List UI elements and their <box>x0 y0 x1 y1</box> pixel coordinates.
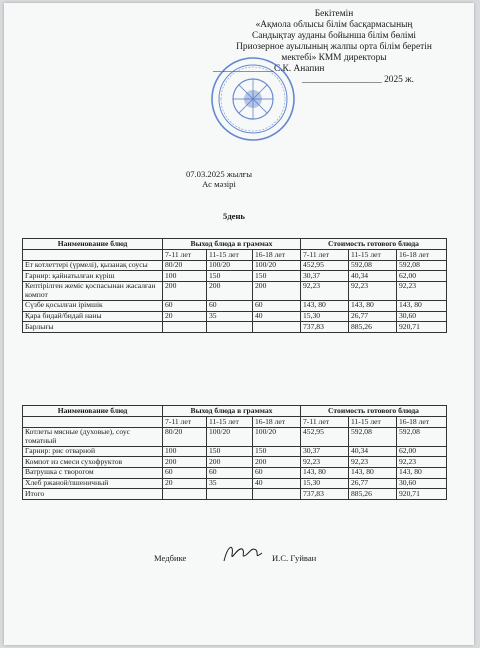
yield-cell: 60 <box>253 467 301 478</box>
yield-cell: 100/20 <box>207 427 253 446</box>
day-label: 5день <box>223 211 245 221</box>
cost-cell: 92,23 <box>349 457 397 468</box>
approval-title: Бекітемін <box>314 9 354 19</box>
yield-cell <box>163 489 207 500</box>
yield-cell: 100/20 <box>253 260 301 271</box>
yield-cell: 150 <box>253 446 301 457</box>
yield-cell: 100/20 <box>253 427 301 446</box>
yield-cell: 150 <box>207 271 253 282</box>
cost-cell: 592,08 <box>349 427 397 446</box>
age-header: 7-11 лет <box>301 417 349 428</box>
cost-cell: 452,95 <box>301 260 349 271</box>
dish-name-cell: Итого <box>23 489 163 500</box>
yield-cell <box>253 489 301 500</box>
cost-cell: 143, 80 <box>349 467 397 478</box>
cost-cell: 15,30 <box>301 478 349 489</box>
cost-cell: 30,60 <box>397 478 447 489</box>
dish-name-cell: Гарнир: рис отварной <box>23 446 163 457</box>
cost-cell: 30,37 <box>301 446 349 457</box>
cost-cell: 30,60 <box>397 311 447 322</box>
dish-name-cell: Сүзбе қосылған ірімшік <box>23 300 163 311</box>
menu-table-body <box>23 427 447 499</box>
yield-cell: 35 <box>207 311 253 322</box>
yield-cell: 60 <box>207 467 253 478</box>
dish-name-header: Наименование блюд <box>23 406 163 417</box>
yield-cell: 200 <box>207 457 253 468</box>
table-row <box>23 322 447 333</box>
table-row <box>23 446 447 457</box>
yield-cell: 200 <box>207 281 253 300</box>
cost-cell: 62,00 <box>397 271 447 282</box>
yield-cell: 200 <box>163 457 207 468</box>
cost-cell: 143, 80 <box>301 467 349 478</box>
table-row <box>23 467 447 478</box>
yield-header: Выход блюда в граммах <box>163 406 301 417</box>
empty-header-cell <box>23 417 163 428</box>
approval-date-line: _________________ 2025 ж. <box>302 75 414 85</box>
age-header: 7-11 лет <box>163 250 207 261</box>
yield-cell: 60 <box>163 467 207 478</box>
approval-org-line: Приозерное ауылының жалпы орта білім беретін <box>236 42 432 52</box>
yield-cell: 200 <box>253 457 301 468</box>
yield-cell: 40 <box>253 311 301 322</box>
cost-cell: 737,83 <box>301 322 349 333</box>
yield-cell: 100 <box>163 446 207 457</box>
cost-cell: 143, 80 <box>397 467 447 478</box>
table-row <box>23 489 447 500</box>
age-header: 11-15 лет <box>349 250 397 261</box>
age-header: 11-15 лет <box>349 417 397 428</box>
yield-cell <box>207 322 253 333</box>
nurse-signature <box>218 541 266 565</box>
cost-cell: 40,34 <box>349 271 397 282</box>
yield-cell <box>253 322 301 333</box>
approval-org-line: Сандықтау ауданы бойынша білім бөлімі <box>251 31 417 41</box>
director-signature-line: _____________С.К. Анапин <box>213 64 325 74</box>
menu-table-russian <box>22 405 447 500</box>
yield-cell: 35 <box>207 478 253 489</box>
age-header: 16-18 лет <box>253 417 301 428</box>
table-row <box>23 260 447 271</box>
table-row <box>23 311 447 322</box>
age-header: 11-15 лет <box>207 250 253 261</box>
yield-cell: 20 <box>163 478 207 489</box>
age-header: 16-18 лет <box>397 250 447 261</box>
table-row <box>23 457 447 468</box>
dish-name-cell: Котлеты мясные (духовые), соус томатный <box>23 427 163 446</box>
cost-cell: 143, 80 <box>301 300 349 311</box>
yield-cell: 100 <box>163 271 207 282</box>
age-header: 16-18 лет <box>397 417 447 428</box>
cost-cell: 40,34 <box>349 446 397 457</box>
age-header: 16-18 лет <box>253 250 301 261</box>
age-header: 7-11 лет <box>163 417 207 428</box>
table-row <box>23 427 447 446</box>
cost-cell: 737,83 <box>301 489 349 500</box>
menu-table-kazakh <box>22 238 447 333</box>
dish-name-cell: Гарнир: қайнатылған күріш <box>23 271 163 282</box>
nurse-name: И.С. Гуйван <box>272 553 317 563</box>
age-header: 11-15 лет <box>207 417 253 428</box>
cost-cell: 885,26 <box>349 489 397 500</box>
empty-header-cell <box>23 250 163 261</box>
yield-cell: 80/20 <box>163 260 207 271</box>
approval-position: мектебі» КММ директоры <box>281 53 387 63</box>
dish-name-cell: Барлығы <box>23 322 163 333</box>
yield-cell: 150 <box>253 271 301 282</box>
cost-cell: 26,77 <box>349 478 397 489</box>
cost-cell: 26,77 <box>349 311 397 322</box>
dish-name-cell: Хлеб ржаной/пшеничный <box>23 478 163 489</box>
yield-cell: 60 <box>253 300 301 311</box>
cost-cell: 92,23 <box>301 281 349 300</box>
yield-cell: 200 <box>163 281 207 300</box>
dish-name-cell: Компот из смеси сухофруктов <box>23 457 163 468</box>
cost-cell: 885,26 <box>349 322 397 333</box>
cost-header: Стоимость готового блюда <box>301 406 447 417</box>
cost-cell: 143, 80 <box>397 300 447 311</box>
yield-cell: 100/20 <box>207 260 253 271</box>
dish-name-header: Наименование блюд <box>23 239 163 250</box>
yield-cell: 40 <box>253 478 301 489</box>
yield-cell: 150 <box>207 446 253 457</box>
dish-name-cell: Қара бидай/бидай наны <box>23 311 163 322</box>
dish-name-cell: Ватрушка с творогом <box>23 467 163 478</box>
yield-cell: 60 <box>207 300 253 311</box>
cost-cell: 592,08 <box>349 260 397 271</box>
cost-cell: 15,30 <box>301 311 349 322</box>
dish-name-cell: Кептірілген жеміс қоспасынан жасалған компот <box>23 281 163 300</box>
yield-header: Выход блюда в граммах <box>163 239 301 250</box>
yield-cell <box>207 489 253 500</box>
cost-cell: 592,08 <box>397 427 447 446</box>
menu-table-body <box>23 260 447 332</box>
cost-cell: 920,71 <box>397 322 447 333</box>
yield-cell: 20 <box>163 311 207 322</box>
dish-name-cell: Ет котлеттері (үрмелі), қызанақ соусы <box>23 260 163 271</box>
cost-cell: 30,37 <box>301 271 349 282</box>
cost-cell: 92,23 <box>349 281 397 300</box>
cost-cell: 92,23 <box>397 281 447 300</box>
yield-cell <box>163 322 207 333</box>
cost-header: Стоимость готового блюда <box>301 239 447 250</box>
cost-cell: 920,71 <box>397 489 447 500</box>
approval-org-line: «Ақмола облысы білім басқармасының <box>255 20 413 30</box>
cost-cell: 143, 80 <box>349 300 397 311</box>
document-date: 07.03.2025 жылғы <box>185 169 253 179</box>
yield-cell: 200 <box>253 281 301 300</box>
cost-cell: 592,08 <box>397 260 447 271</box>
cost-cell: 62,00 <box>397 446 447 457</box>
age-header: 7-11 лет <box>301 250 349 261</box>
official-seal-stamp <box>209 55 297 143</box>
table-row <box>23 281 447 300</box>
table-row <box>23 300 447 311</box>
menu-title: Ас мәзірі <box>202 179 236 189</box>
document-page <box>4 3 474 645</box>
yield-cell: 60 <box>163 300 207 311</box>
cost-cell: 452,95 <box>301 427 349 446</box>
cost-cell: 92,23 <box>301 457 349 468</box>
cost-cell: 92,23 <box>397 457 447 468</box>
table-row <box>23 478 447 489</box>
table-row <box>23 271 447 282</box>
nurse-label: Медбике <box>154 553 187 563</box>
yield-cell: 80/20 <box>163 427 207 446</box>
